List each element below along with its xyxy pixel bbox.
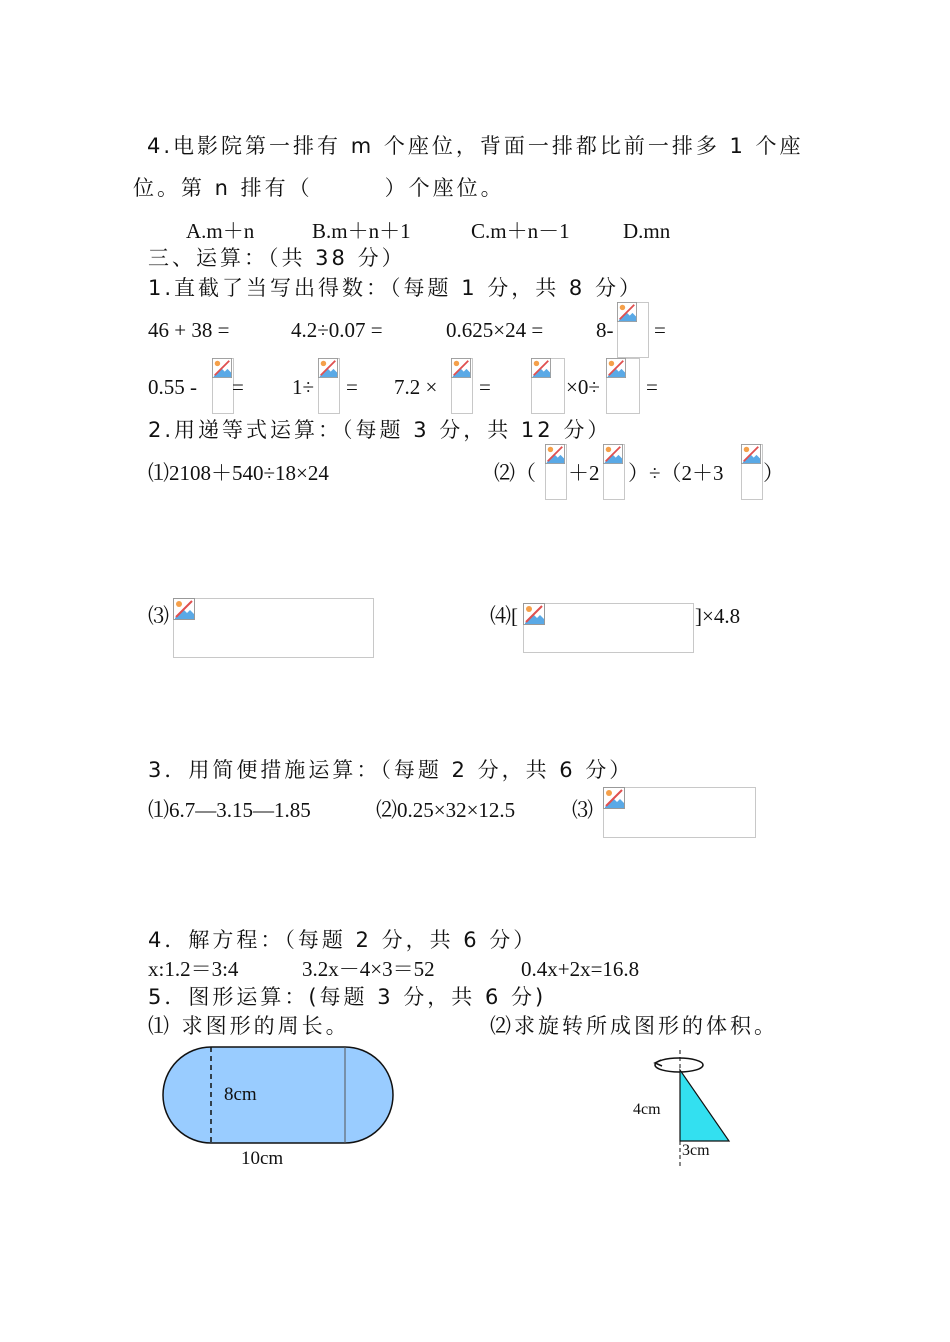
calc-2-4-eq: =	[646, 375, 658, 399]
option-b: B.m＋n＋1	[312, 219, 411, 243]
fraction-image	[212, 358, 234, 414]
stadium-shape	[163, 1047, 393, 1143]
height-label: 8cm	[224, 1084, 257, 1105]
part-2-q2-plus: ＋2	[568, 461, 600, 485]
part-5-q2: ⑵求旋转所成图形的体积。	[490, 1014, 778, 1038]
broken-image-icon	[173, 598, 195, 620]
broken-image-icon	[545, 444, 565, 464]
triangle-base-label: 3cm	[682, 1142, 710, 1159]
broken-image-icon	[606, 358, 626, 378]
broken-image-icon	[451, 358, 471, 378]
width-label: 10cm	[241, 1148, 284, 1169]
expression-image	[523, 603, 694, 653]
broken-image-icon	[617, 302, 637, 322]
calc-1-2: 4.2÷0.07 =	[291, 318, 383, 342]
part-4-title: 4．解方程：（每题 2 分，共 6 分）	[148, 928, 538, 952]
fraction-image	[531, 358, 565, 414]
expression-image	[603, 787, 756, 838]
part-2-q4-end: ]×4.8	[695, 604, 741, 628]
question-4-line1: 4.电影院第一排有 m 个座位，背面一排都比前一排多 1 个座	[147, 134, 804, 158]
part-1-title: 1.直截了当写出得数：（每题 1 分，共 8 分）	[148, 276, 643, 300]
part-2-title: 2.用递等式运算：（每题 3 分，共 12 分）	[148, 418, 612, 442]
calc-2-1: 0.55 -	[148, 375, 197, 399]
calc-1-1: 46 + 38 =	[148, 318, 230, 342]
calc-2-4: ×0÷	[566, 375, 600, 399]
part-2-q3-label: ⑶	[148, 604, 169, 628]
calc-2-3: 7.2 ×	[394, 375, 438, 399]
expression-image	[173, 598, 374, 658]
broken-image-icon	[603, 787, 625, 809]
stadium-figure	[155, 1040, 405, 1175]
option-d: D.mn	[623, 219, 671, 243]
part-2-q2-mid: ）÷（2＋3	[628, 461, 724, 485]
calc-2-2-eq: =	[346, 375, 358, 399]
equation-2: 3.2x－4×3＝52	[302, 957, 435, 981]
part-2-q2-label: ⑵（	[494, 461, 536, 485]
option-a: A.m＋n	[186, 219, 255, 243]
equation-3: 0.4x+2x=16.8	[521, 957, 640, 981]
broken-image-icon	[318, 358, 338, 378]
calc-1-4-eq: =	[654, 318, 666, 342]
part-5-q1: ⑴ 求图形的周长。	[148, 1014, 350, 1038]
fraction-image	[606, 358, 640, 414]
fraction-image	[545, 444, 567, 500]
part-2-q4-label: ⑷[	[490, 604, 518, 628]
fraction-image	[318, 358, 340, 414]
rotation-arrow-icon	[655, 1058, 703, 1072]
calc-2-2: 1÷	[292, 375, 315, 399]
calc-2-3-eq: =	[479, 375, 491, 399]
part-3-q2: ⑵0.25×32×12.5	[376, 798, 516, 822]
fraction-image	[741, 444, 763, 500]
broken-image-icon	[603, 444, 623, 464]
calc-1-3: 0.625×24 =	[446, 318, 544, 342]
triangle-height-label: 4cm	[633, 1101, 661, 1118]
section-3-title: 三、运算：（共 38 分）	[148, 246, 406, 270]
fraction-image	[451, 358, 473, 414]
part-3-q1: ⑴6.7—3.15—1.85	[148, 798, 311, 822]
part-3-q3-label: ⑶	[572, 798, 593, 822]
calc-1-4: 8-	[596, 318, 614, 342]
broken-image-icon	[523, 603, 545, 625]
fraction-image	[603, 444, 625, 500]
broken-image-icon	[531, 358, 551, 378]
calc-2-1-eq: =	[232, 375, 244, 399]
broken-image-icon	[212, 358, 232, 378]
part-2-q1: ⑴2108＋540÷18×24	[148, 461, 329, 485]
broken-image-icon	[741, 444, 761, 464]
right-triangle	[680, 1070, 729, 1141]
part-5-title: 5．图形运算：(每题 3 分，共 6 分)	[148, 985, 547, 1009]
part-3-title: 3．用简便措施运算：（每题 2 分，共 6 分）	[148, 758, 634, 782]
option-c: C.m＋n－1	[471, 219, 570, 243]
equation-1: x:1.2＝3:4	[148, 957, 239, 981]
fraction-image	[617, 302, 649, 358]
question-4-line2: 位。第 n 排有（ ）个座位。	[133, 176, 505, 200]
part-2-q2-end: ）	[763, 461, 784, 485]
rotation-figure	[625, 1048, 745, 1173]
